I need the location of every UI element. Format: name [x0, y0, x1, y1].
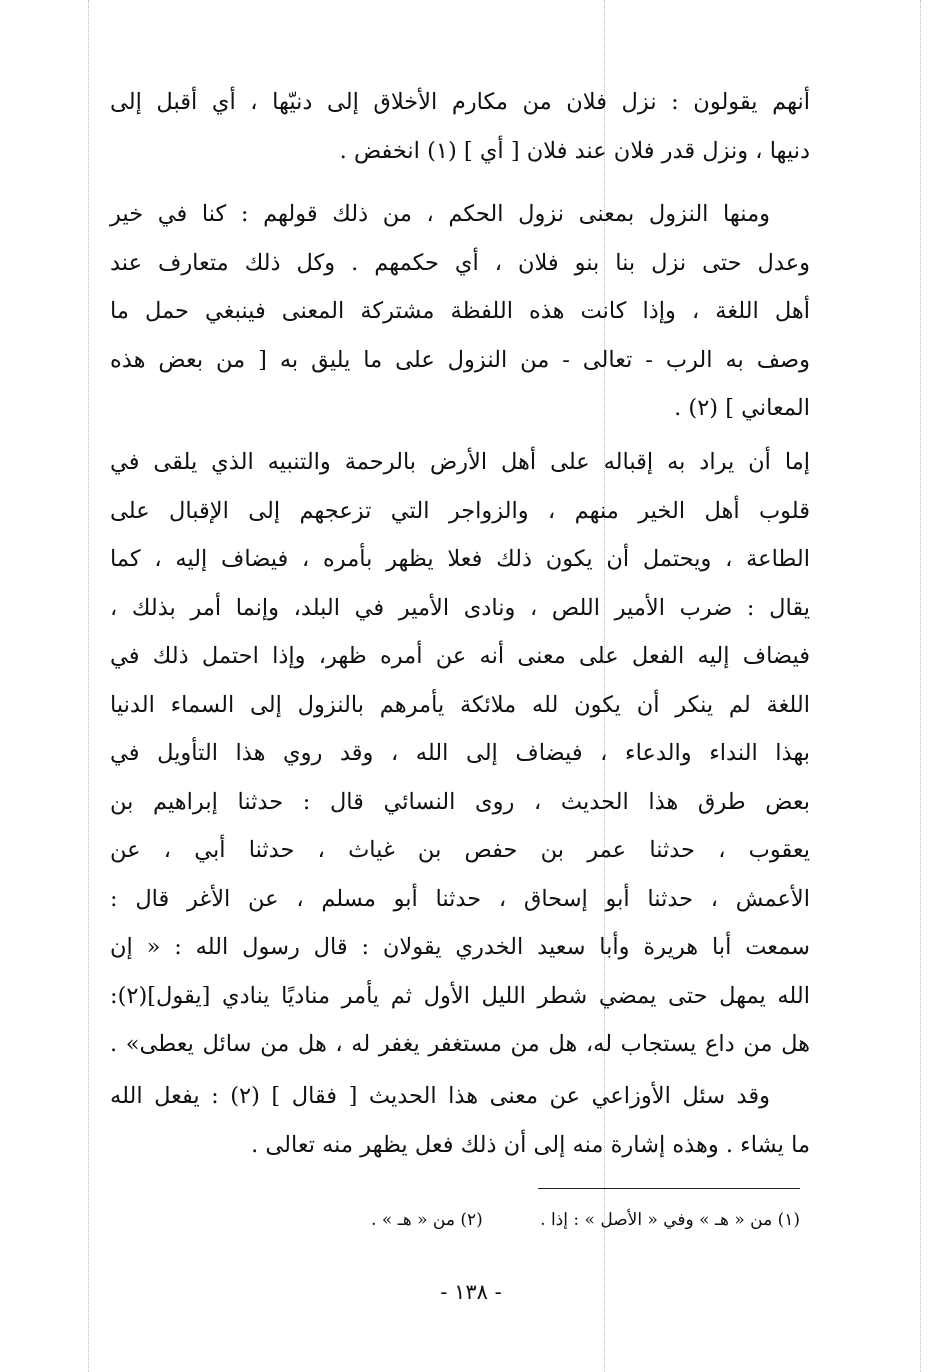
- text-line: إما أن يراد به إقباله على أهل الأرض بالرحمة والتنبيه الذي يلقى في: [110, 449, 810, 475]
- text-line: يقال : ضرب الأمير اللص ، ونادى الأمير في البلد، وإنما أمر بذلك ،: [110, 594, 810, 621]
- text-line: قلوب أهل الخير منهم ، والزواجر التي تزعجهم إلى الإقبال على: [110, 497, 810, 524]
- text-line: بهذا النداء والدعاء ، فيضاف إلى الله ، وقد روي هذا التأويل في: [110, 740, 810, 766]
- paragraph-1: [110, 78, 810, 175]
- text-line: وعدل حتى نزل بنا بنو فلان ، أي حكمهم . وكل ذلك متعارف عند: [110, 249, 810, 276]
- text-line: الأعمش ، حدثنا أبو إسحاق ، حدثنا أبو مسلم ، عن الأغر قال :: [110, 885, 810, 912]
- footnote-separator: [538, 1188, 800, 1189]
- text-line: دنيها ، ونزل قدر فلان عند فلان [ أي ] (١) انخفض .: [339, 137, 810, 164]
- text-line: الله يمهل حتى يمضي شطر الليل الأول ثم يأمر مناديًا ينادي [يقول](٢):: [110, 982, 810, 1009]
- text-line: وصف به الرب - تعالى - من النزول على ما يليق به [ من بعض هذه: [110, 346, 810, 373]
- text-line: سمعت أبا هريرة وأبا سعيد الخدري يقولان : قال رسول الله : « إن: [110, 934, 810, 960]
- text-line: ما يشاء . وهذه إشارة منه إلى أن ذلك فعل يظهر منه تعالى .: [251, 1131, 810, 1158]
- scan-guide-line: [88, 0, 89, 1372]
- paragraph-4: [110, 1072, 810, 1169]
- footnote-1: (١) من « هـ » وفي « الأصل » : إذا .: [540, 1210, 800, 1230]
- text-line: المعاني ] (٢) .: [674, 395, 810, 421]
- paragraph-3: [110, 438, 810, 1069]
- text-line: الطاعة ، ويحتمل أن يكون ذلك فعلا يظهر بأمره ، فيضاف إليه ، كما: [110, 546, 810, 572]
- text-line: اللغة لم ينكر أن يكون لله ملائكة يأمرهم بالنزول إلى السماء الدنيا: [110, 691, 810, 718]
- footnote-2: (٢) من « هـ » .: [371, 1210, 483, 1230]
- text-line: فيضاف إليه الفعل على معنى أنه عن أمره ظهر، وإذا احتمل ذلك في: [110, 643, 810, 669]
- text-line: أهل اللغة ، وإذا كانت هذه اللفظة مشتركة المعنى فينبغي حمل ما: [110, 298, 810, 324]
- text-line: يعقوب ، حدثنا عمر بن حفص بن غياث ، حدثنا أبي ، عن: [110, 837, 810, 863]
- page-number: - ١٣٨ -: [440, 1280, 502, 1304]
- paragraph-2: [110, 190, 810, 433]
- text-line: بعض طرق هذا الحديث ، روى النسائي قال : حدثنا إبراهيم بن: [110, 788, 810, 815]
- scan-guide-line: [920, 0, 921, 1372]
- text-line: ومنها النزول بمعنى نزول الحكم ، من ذلك قولهم : كنا في خير: [110, 201, 770, 227]
- text-line: أنهم يقولون : نزل فلان من مكارم الأخلاق إلى دنيّها ، أي أقبل إلى: [110, 89, 810, 115]
- text-line: هل من داع يستجاب له، هل من مستغفر يغفر له ، هل من سائل يعطى» .: [110, 1031, 810, 1057]
- footnotes: [240, 1206, 800, 1234]
- text-line: وقد سئل الأوزاعي عن معنى هذا الحديث [ فقال ] (٢) : يفعل الله: [110, 1083, 770, 1109]
